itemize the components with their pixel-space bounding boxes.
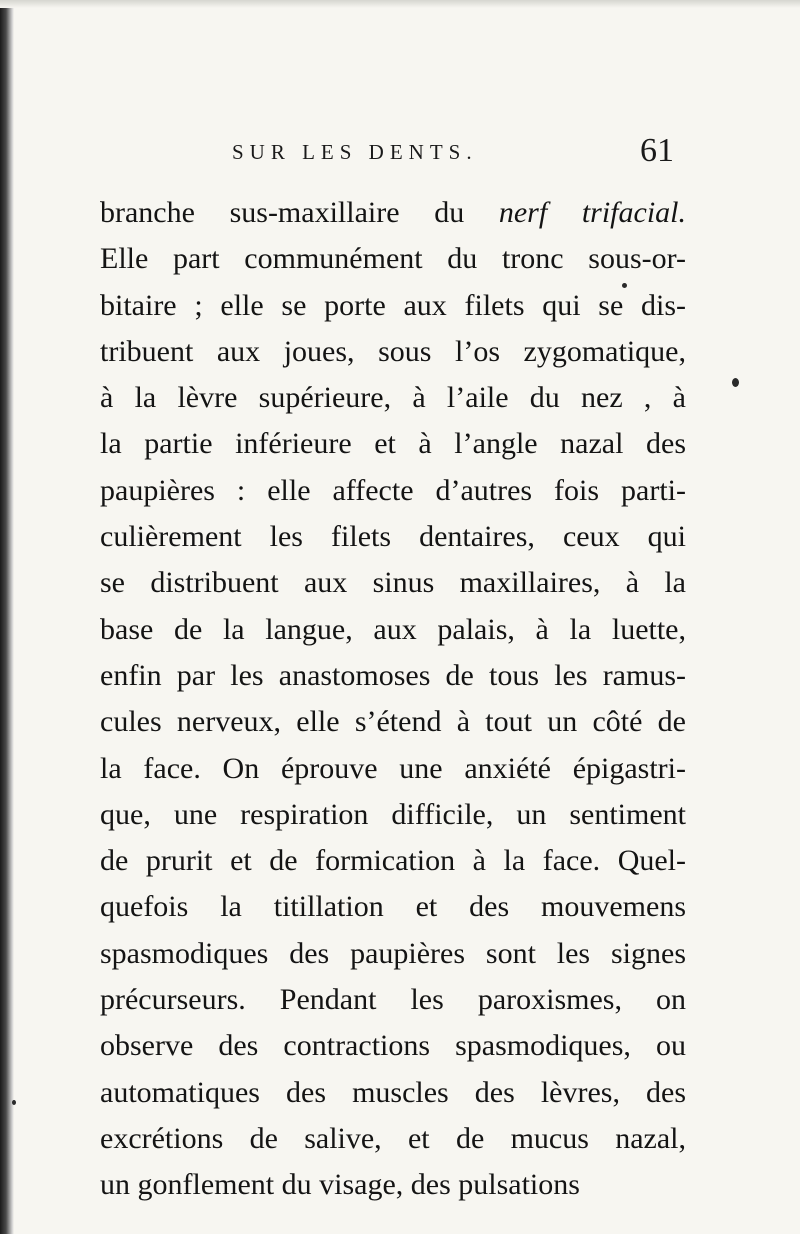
text-line: base de la langue, aux palais, à la luette, (100, 612, 686, 646)
text-line: précurseurs. Pendant les paroxismes, on (100, 983, 686, 1017)
text-line: culièrement les filets dentaires, ceux qui (100, 520, 686, 554)
text-line: à la lèvre supérieure, à l’aile du nez , à (100, 381, 686, 415)
text-line: Elle part communément du tronc sous-or- (100, 242, 686, 276)
text-line-start: branche sus-maxillaire du (100, 196, 499, 229)
text-line: cules nerveux, elle s’étend à tout un côté de (100, 705, 686, 739)
text-line: la partie inférieure et à l’angle nazal des (100, 427, 686, 461)
text-line (100, 190, 686, 236)
page-gutter-shadow (0, 0, 14, 1234)
text-line: que, une respiration difficile, un sentiment (100, 797, 686, 831)
text-line: de prurit et de formication à la face. Quel- (100, 844, 686, 878)
text-line: un gonflement du visage, des pulsations (100, 1168, 580, 1202)
text-line: bitaire ; elle se porte aux filets qui se dis- (100, 288, 686, 322)
page-top-edge (0, 0, 800, 8)
text-line: excrétions de salive, et de mucus nazal, (100, 1121, 686, 1155)
italic-term: nerf trifacial. (498, 196, 687, 229)
ink-speck (732, 378, 739, 387)
text-line: enfin par les anastomoses de tous les ramus- (100, 658, 686, 692)
body-text (100, 190, 686, 1209)
text-line: se distribuent aux sinus maxillaires, à la (100, 566, 686, 600)
page-number: 61 (640, 132, 674, 169)
ink-speck (12, 1100, 16, 1105)
text-line: automatiques des muscles des lèvres, des (100, 1075, 686, 1109)
text-line: tribuent aux joues, sous l’os zygomatique, (100, 334, 686, 368)
text-line: spasmodiques des paupières sont les signes (100, 936, 686, 970)
ink-speck (622, 283, 627, 288)
text-line: observe des contractions spasmodiques, ou (100, 1029, 686, 1063)
text-line: la face. On éprouve une anxiété épigastri- (100, 751, 686, 785)
text-line: paupières : elle affecte d’autres fois parti- (100, 473, 686, 507)
running-title: SUR LES DENTS. (232, 140, 478, 164)
text-line: quefois la titillation et des mouvemens (100, 890, 686, 924)
